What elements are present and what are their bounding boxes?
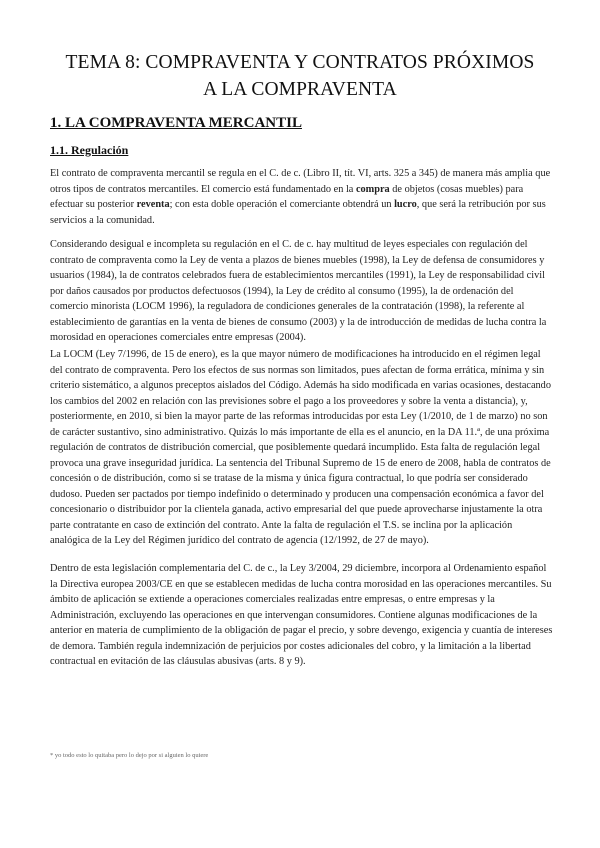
- paragraph-4: Dentro de esta legislación complementaria del C. de c., la Ley 3/2004, 29 diciembre, incorpora al Ordenamiento español la Directiva europea 2003/CE en que se establecen medidas de lucha contra morosidad en las operaciones mercantiles. Su ámbito de aplicación se extiende a operaciones comerciales realizadas entre empresas, o entre empresas y la Administración, excluyendo las operaciones en que intervengan consumidores. Contiene algunas modificaciones de la anterior en materia de cumplimiento de la obligación de pagar el precio, y sobre devengo, exigencia y cuantía de intereses de demora. También regula indemnización de perjuicios por costes adicionales del cobro, y la limitación a la libertad contractual en evitación de las cláusulas abusivas (arts. 8 y 9).: [50, 563, 553, 667]
- paragraph-1-bold-lucro: lucro: [394, 199, 417, 210]
- page-title: [40, 49, 560, 103]
- paragraph-1-text-2: de objetos (cosas muebles) para efectuar su posterior: [50, 183, 524, 210]
- title-line-2: A LA COMPRAVENTA: [203, 79, 397, 100]
- paragraph-2: Considerando desigual e incompleta su regulación en el C. de c. hay multitud de leyes especiales con regulación del contrato de compraventa como la Ley de venta a plazos de bienes muebles (1998), la Ley de defensa de consumidores y usuarios (1984), la de contratos celebrados fuera de establecimientos mercantiles (1991), la Ley de responsabilidad civil por daños causados por productos defectuosos (1994), la Ley de crédito al consumo (1995), la de ordenación del comercio minorista (LOCM 1996), la reguladora de condiciones generales de la contratación (1998), la referente al establecimiento de garantías en la venta de bienes de consumo (2003) y la de introducción de medidas de lucha contra la morosidad en operaciones comerciales entre empresas (2004).: [50, 239, 547, 343]
- paragraph-1-bold-compra: compra: [355, 183, 390, 195]
- subsection-heading: 1.1. Regulación: [50, 143, 129, 157]
- paragraph-3: La LOCM (Ley 7/1996, de 15 de enero), es la que mayor número de modificaciones ha introducido en el régimen legal del contrato de compraventa. Pero los efectos de sus normas son limitados, pues afectan de forma errática, mínima y sin criterio sistemático, a algunos preceptos aislados del Código. Además ha sido modificada en varias ocasiones, destacando los cambios del 2002 en relación con las previsiones sobre el pago a los proveedores y sobre la venta a distancia), y, posteriormente, en 2010, si bien la mayor parte de las reformas introducidas por esta Ley (1/2010, de 1 de marzo) no son de carácter sustantivo, sino administrativo. Quizás lo más importante de ella es el anuncio, en la DA 11.ª, de una próxima regulación de contratos de distribución comercial, que posiblemente quedará incumplido. Esta falta de regulación legal provoca una grave inseguridad jurídica. La sentencia del Tribunal Supremo de 15 de enero de 2008, habla de contratos de concesión o de distribución, como si se tratase de la misma y única figura contractual, lo que podría ser considerado dudoso. Pueden ser pactados por tiempo indefinido o determinado y producen una compensación económica a favor del concesionario o distribuidor por la clientela ganada, activo empresarial del que puede aprovecharse injustamente la otra parte contratante en caso de extinción del contrato. Ante la falta de regulación el T.S. se inclina por la aplicación analógica de la Ley del Régimen jurídico del contrato de agencia (12/1992, de 27 de mayo).: [50, 349, 551, 546]
- paragraph-1-bold-reventa: reventa: [136, 199, 170, 210]
- title-line-1: TEMA 8: COMPRAVENTA Y CONTRATOS PRÓXIMOS: [65, 52, 535, 73]
- paragraph-1-text-1: El contrato de compraventa mercantil se regula en el C. de c. (Libro II, tít. VI, arts. 325 a 345) de manera más amplia que otros tipos de contratos mercantiles. El comercio está fundamentado en la: [50, 168, 551, 195]
- paragraph-1: [50, 166, 554, 228]
- paragraph-1-text-3: ; con esta doble operación el comerciante obtendrá un: [169, 199, 395, 210]
- section-heading: 1. LA COMPRAVENTA MERCANTIL: [50, 115, 302, 131]
- paragraph-1-text-4: , que será la retribución por sus servicios a la comunidad.: [50, 199, 546, 226]
- footnote: * yo todo esto lo quitaba pero lo dejo por si alguien lo quiere: [50, 752, 209, 759]
